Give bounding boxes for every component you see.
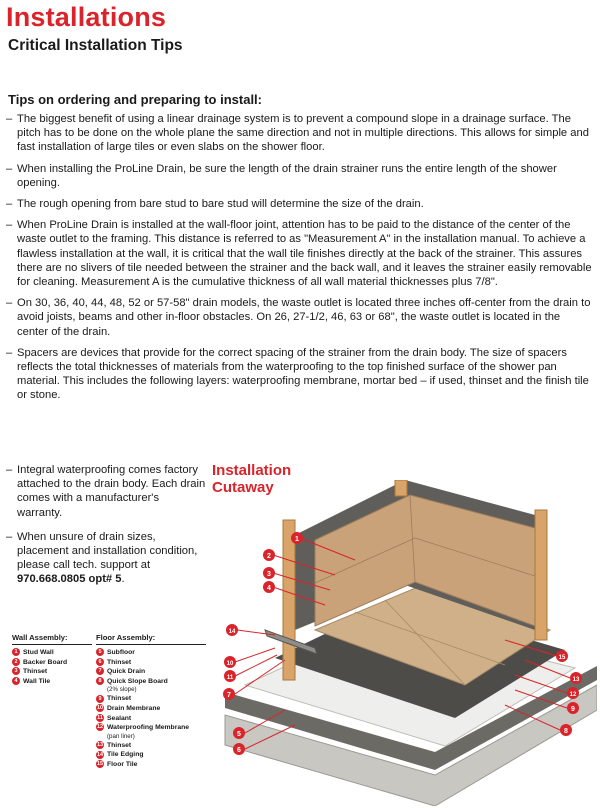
page-subtitle: Critical Installation Tips [8, 37, 183, 54]
legend-number-badge: 6 [96, 658, 104, 666]
legend-item-thinset-9 [96, 694, 206, 704]
legend-label: Stud Wall [23, 649, 54, 656]
stud-post-left [283, 520, 295, 680]
legend-number-badge: 4 [12, 677, 20, 685]
callout-11-label: 11 [226, 675, 234, 681]
legend-note-slope: (2% slope) [107, 686, 137, 694]
legend-label: Sealant [107, 714, 132, 722]
tips-list [6, 112, 594, 410]
legend-item-floor-thinset [96, 658, 206, 668]
legend-label: Waterproofing Membrane [107, 724, 190, 732]
legend-item-quick-slope-board [96, 677, 206, 687]
callout-15-label: 15 [558, 655, 566, 661]
stud-post-top [395, 480, 407, 496]
legend-item-tile-edging [96, 750, 206, 760]
callout-6-label: 6 [237, 747, 241, 754]
legend-number-badge: 15 [96, 761, 104, 768]
tip-rough-opening: – The rough opening from bare stud to bare stud will determine the size of the drain. [6, 197, 594, 211]
legend-item-subfloor [96, 648, 206, 658]
installation-cutaway-diagram [205, 480, 597, 806]
legend-number-badge: 13 [96, 741, 104, 748]
callout-10-label: 10 [226, 661, 234, 667]
cutaway-title-line1: Installation [212, 462, 292, 479]
callout-5-label: 5 [237, 731, 241, 738]
legend-label: Thinset [107, 741, 132, 749]
tech-support-end: . [121, 573, 125, 586]
tech-support-phone: 970.668.0805 opt# 5 [17, 573, 122, 586]
cutaway-title-line2: Cutaway [212, 479, 274, 496]
floor-legend-heading: Floor Assembly: [96, 633, 206, 645]
legend-number-badge: 5 [96, 648, 104, 656]
legend-label: Backer Board [23, 658, 68, 666]
callout-4-label: 4 [267, 585, 271, 592]
tip-strainer-length: – When installing the ProLine Drain, be sure the length of the drain strainer runs the entire length of the shower opening. [6, 162, 594, 190]
legend-number-badge: 14 [96, 751, 104, 758]
legend-label: Thinset [107, 695, 132, 703]
legend-item-stud-wall [12, 648, 92, 658]
legend-label: Quick Drain [107, 668, 146, 676]
legend-label: Thinset [107, 658, 132, 666]
legend-item-wall-thinset [12, 667, 92, 677]
legend-number-badge: 3 [12, 667, 20, 675]
callout-12-label: 12 [569, 692, 577, 698]
callout-14-label: 14 [228, 629, 236, 635]
callout-2-label: 2 [267, 553, 271, 560]
legend-item-thinset-13 [96, 741, 206, 751]
tip-linear-drainage: – The biggest benefit of using a linear drainage system is to prevent a compound slope in a drainage surface. The pitch has to be done on the whole plane the same direction and not in multiple directions. This allows for simple and fast installation of large tiles or even slabs on the shower floor. [6, 112, 594, 155]
legend-label: Subfloor [107, 649, 135, 656]
legend-item-wall-tile [12, 677, 92, 687]
legend-number-badge: 10 [96, 705, 104, 712]
floor-assembly-legend [96, 633, 206, 770]
legend-number-badge: 8 [96, 677, 104, 685]
legend-label: Thinset [23, 668, 48, 676]
section-heading: Tips on ordering and preparing to install: [8, 92, 262, 107]
callout-9-label: 9 [571, 706, 575, 713]
legend-number-badge: 12 [96, 724, 104, 731]
legend-number-badge: 7 [96, 667, 104, 675]
legend-label: Wall Tile [23, 677, 51, 685]
tip-waste-outlet: – On 30, 36, 40, 44, 48, 52 or 57-58" drain models, the waste outlet is located three inches off-center from the drain to avoid joists, beams and other in-floor obstacles. On 26, 27-1/2, 46, 63 or 68", the waste outlet is located in the center of the drain. [6, 296, 594, 339]
legend-item-drain-membrane [96, 704, 206, 714]
tip-spacers: – Spacers are devices that provide for the correct spacing of the strainer from the drain body. The size of spacers reflects the total thicknesses of materials from the waterproofing to the top finished surface of the shower pan material. This includes the following layers: waterproofing membrane, mortar bed – if used, thinset and the finish tile or stone. [6, 346, 594, 403]
stud-post-right [535, 510, 547, 640]
legend-label: Quick Slope Board [107, 677, 168, 685]
legend-item-quick-drain [96, 667, 206, 677]
wall-assembly-legend [12, 633, 92, 686]
legend-label: Drain Membrane [107, 704, 161, 712]
tip-measurement-a: – When ProLine Drain is installed at the wall-floor joint, attention has to be paid to the distance of the center of the waste outlet to the framing. This distance is referred to as "Measurement A" in the installation manual. To achieve a flawless installation at the wall, it is critical that the wall tile finishes directly at the back of the strainer. This assures there are no slivers of tile needed between the strainer and the back wall, and it leaves the strainer easily removable for cleaning. Measurement A is the cumulative thickness of all wall material thicknesses plus 7/8". [6, 218, 594, 289]
callout-13-label: 13 [572, 677, 580, 683]
legend-item-waterproofing-membrane [96, 723, 206, 733]
callout-1-label: 1 [295, 536, 299, 543]
legend-note-pan-liner: (pan liner) [107, 732, 135, 740]
tech-support-text: When unsure of drain sizes, placement and installation condition, please call tech. support at [17, 530, 198, 572]
legend-label: Floor Tile [107, 760, 138, 768]
callout-7-label: 7 [227, 692, 231, 699]
page-title: Installations [6, 2, 167, 32]
legend-item-sealant [96, 714, 206, 724]
tip-warranty: – Integral waterproofing comes factory attached to the drain body. Each drain comes with a manufacturer's warranty. [6, 463, 206, 520]
legend-label: Tile Edging [107, 751, 144, 759]
legend-item-floor-tile [96, 760, 206, 770]
callout-3-label: 3 [267, 571, 271, 578]
legend-number-badge: 2 [12, 658, 20, 666]
wall-legend-heading: Wall Assembly: [12, 633, 92, 645]
callout-8-label: 8 [564, 728, 568, 735]
legend-number-badge: 1 [12, 648, 20, 656]
side-tips-list [6, 463, 206, 597]
legend-item-backer-board [12, 658, 92, 668]
legend-number-badge: 11 [97, 714, 103, 721]
tip-tech-support [6, 530, 206, 587]
legend-number-badge: 9 [96, 695, 104, 703]
